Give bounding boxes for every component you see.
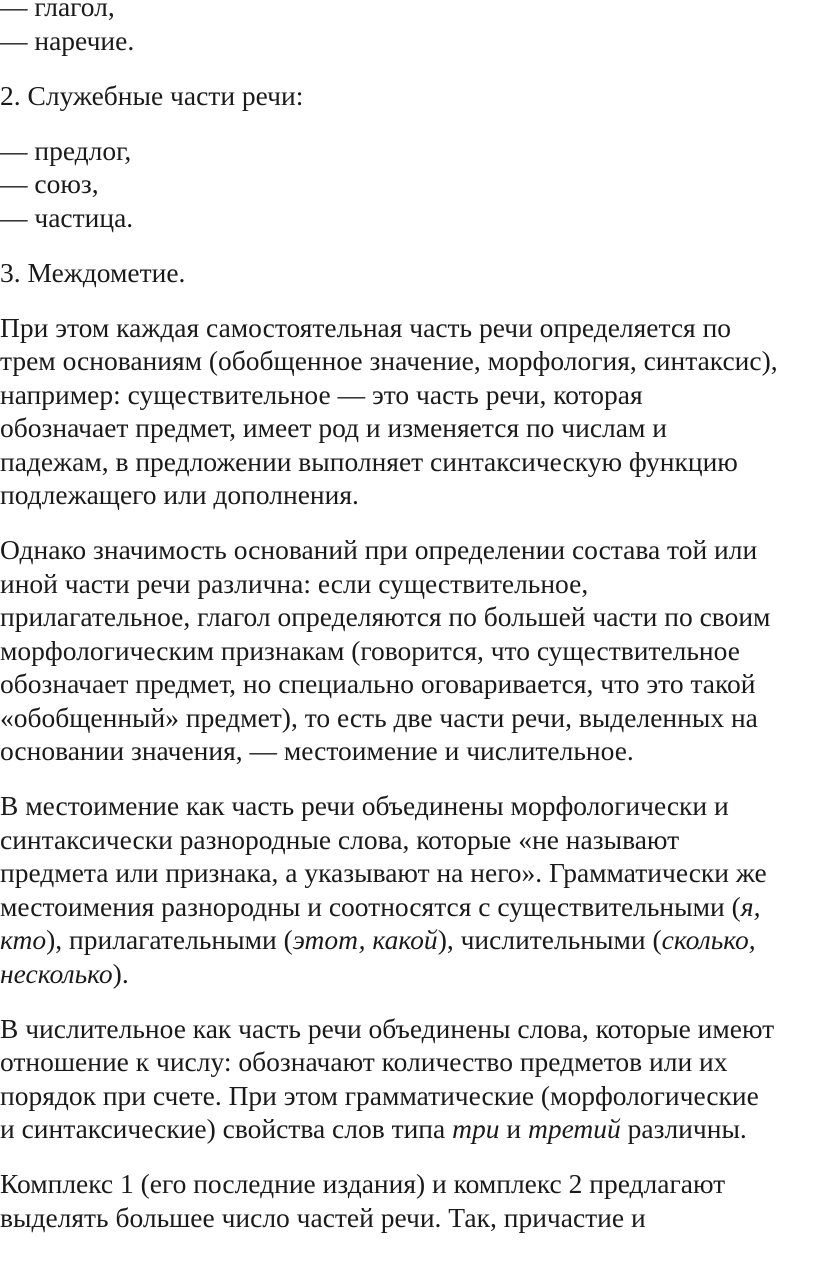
italic-example: третий <box>527 1113 621 1144</box>
paragraph-bases <box>0 311 816 512</box>
paragraph-line: Комплекс 1 (его последние издания) и комплекс 2 предлагают <box>0 1168 726 1199</box>
italic-example: я, <box>740 890 761 922</box>
paragraph-line: основании значения, — местоимение и числительное. <box>0 735 634 766</box>
list-item: — глагол, <box>0 0 115 22</box>
section-heading: 3. Междометие. <box>0 256 186 288</box>
paragraph-pronoun <box>0 789 816 990</box>
italic-example: сколько, <box>661 924 756 955</box>
paragraph-line: выделять большее число частей речи. Так, причастие и <box>0 1201 646 1233</box>
list-item: — союз, <box>0 168 99 199</box>
paragraph-line: отношение к числу: обозначают количество предметов или их <box>0 1046 728 1077</box>
heading-functional-parts <box>0 79 816 113</box>
paragraph-line: подлежащего или дополнения. <box>0 479 359 510</box>
paragraph-numeral <box>0 1012 816 1146</box>
text-run: различны. <box>620 1113 747 1144</box>
paragraph-line <box>0 957 816 991</box>
paragraph-line <box>0 1112 816 1146</box>
paragraph-line: трем основаниям (обобщенное значение, морфология, синтаксис), <box>0 345 778 376</box>
paragraph-line: обозначает предмет, но специально оговаривается, что это такой <box>0 668 756 699</box>
paragraph-line <box>0 890 816 924</box>
list-functional <box>0 134 816 235</box>
paragraph-complexes <box>0 1167 816 1234</box>
paragraph-line: Однако значимость оснований при определении состава той или <box>0 534 758 565</box>
paragraph-line <box>0 923 816 957</box>
paragraph-line: синтаксически разнородные слова, которые «не называют <box>0 823 680 855</box>
paragraph-line: прилагательное, глагол определяются по большей части по своим <box>0 601 771 632</box>
italic-example: этот, какой <box>292 924 438 955</box>
list-item: — наречие. <box>0 24 135 56</box>
paragraph-line: В числительное как часть речи объединены слова, которые имеют <box>0 1012 775 1044</box>
list-item: — частица. <box>0 201 134 233</box>
text-run: ), прилагательными ( <box>46 924 293 955</box>
paragraph-significance <box>0 533 816 768</box>
italic-example: три <box>452 1113 500 1144</box>
text-run: и синтаксические) свойства слов типа <box>0 1113 453 1144</box>
italic-example: несколько <box>0 957 113 989</box>
text-run: местоимения разнородны и соотносятся с существительными ( <box>0 890 741 922</box>
paragraph-line: В местоимение как часть речи объединены морфологически и <box>0 790 729 821</box>
text-run: и <box>499 1113 528 1144</box>
paragraph-line: морфологическим признакам (говорится, что существительное <box>0 634 740 666</box>
paragraph-line: предмета или признака, а указывают на него». Грамматически же <box>0 857 767 888</box>
paragraph-line: например: существительное — это часть речи, которая <box>0 378 643 410</box>
list-item: — предлог, <box>0 134 132 166</box>
text-run: ), числительными ( <box>437 924 662 955</box>
italic-example: кто <box>0 924 47 955</box>
text-run: ). <box>112 957 129 989</box>
heading-interjection <box>0 256 816 290</box>
paragraph-line: порядок при счете. При этом грамматические (морфологические <box>0 1079 759 1111</box>
paragraph-line: При этом каждая самостоятельная часть речи определяется по <box>0 311 732 343</box>
paragraph-line: иной части речи различна: если существительное, <box>0 567 589 599</box>
list-top <box>0 0 816 57</box>
paragraph-line: «обобщенный» предмет), то есть две части речи, выделенных на <box>0 701 758 733</box>
section-heading: 2. Служебные части речи: <box>0 79 304 111</box>
paragraph-line: обозначает предмет, имеет род и изменяется по числам и <box>0 412 667 443</box>
paragraph-line: падежам, в предложении выполняет синтаксическую функцию <box>0 445 738 477</box>
